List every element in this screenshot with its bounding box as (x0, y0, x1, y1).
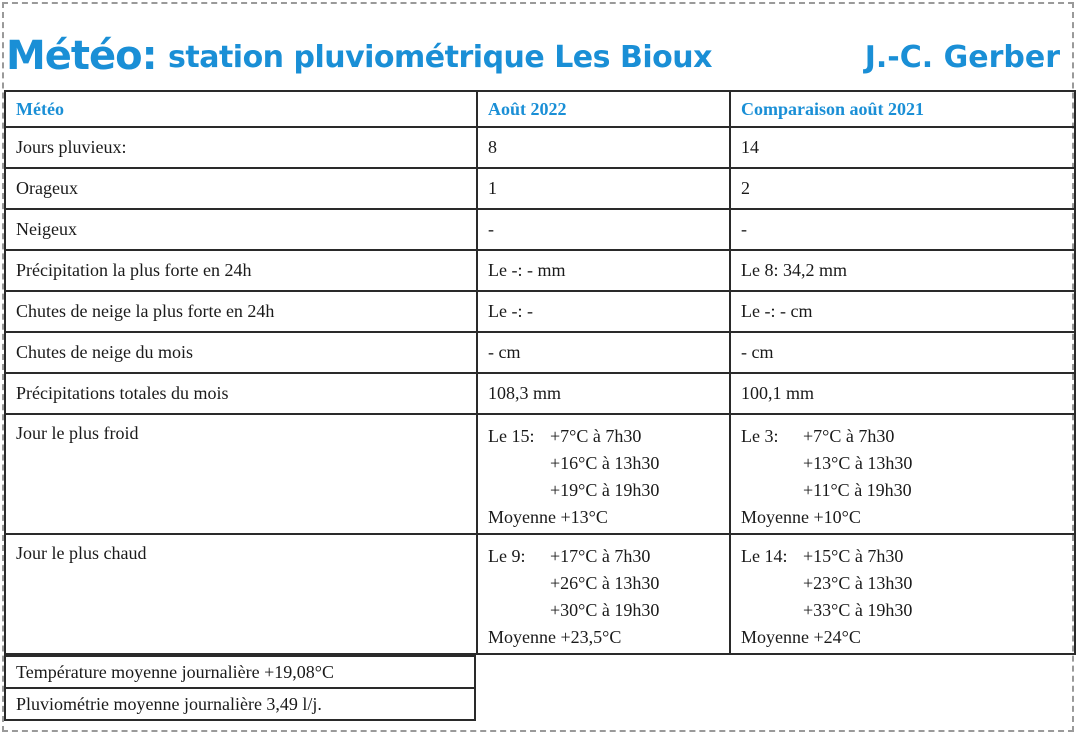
temp-reading: +33°C à 19h30 (803, 600, 913, 620)
table-row (5, 373, 1075, 414)
temp-reading: +7°C à 7h30 (550, 426, 642, 446)
value-2022: - (477, 209, 730, 250)
value-2021: 14 (730, 127, 1075, 168)
daily-average: Moyenne +23,5°C (488, 627, 622, 647)
temp-reading: +17°C à 7h30 (550, 546, 651, 566)
value-2022: 108,3 mm (477, 373, 730, 414)
row-label: Précipitations totales du mois (5, 373, 477, 414)
hottest-2021 (730, 534, 1075, 654)
row-label: Jour le plus chaud (5, 534, 477, 654)
temp-reading: +13°C à 13h30 (803, 453, 913, 473)
summary-table (4, 655, 476, 721)
temp-reading: +30°C à 19h30 (550, 600, 660, 620)
table-row (5, 127, 1075, 168)
value-2021: - cm (730, 332, 1075, 373)
temp-reading: +7°C à 7h30 (803, 426, 895, 446)
temp-reading: +15°C à 7h30 (803, 546, 904, 566)
table-header-row (5, 91, 1075, 127)
coldest-day-row (5, 414, 1075, 534)
value-2021: 100,1 mm (730, 373, 1075, 414)
day-label: Le 3: (741, 426, 779, 446)
daily-average: Moyenne +24°C (741, 627, 861, 647)
row-label: Chutes de neige du mois (5, 332, 477, 373)
row-label: Chutes de neige la plus forte en 24h (5, 291, 477, 332)
page-title: Météo: (6, 33, 157, 79)
value-2021: Le -: - cm (730, 291, 1075, 332)
coldest-2021 (730, 414, 1075, 534)
average-rainfall: Pluviométrie moyenne journalière 3,49 l/j. (5, 688, 475, 720)
day-label: Le 15: (488, 426, 535, 446)
author-name: J.-C. Gerber (864, 40, 1060, 75)
weather-table (4, 90, 1076, 655)
table-row (5, 332, 1075, 373)
temp-reading: +19°C à 19h30 (550, 480, 660, 500)
value-2022: 1 (477, 168, 730, 209)
temp-reading: +26°C à 13h30 (550, 573, 660, 593)
table-row (5, 209, 1075, 250)
table-row (5, 250, 1075, 291)
daily-average: Moyenne +13°C (488, 507, 608, 527)
hottest-2022 (477, 534, 730, 654)
value-2022: Le -: - mm (477, 250, 730, 291)
day-label: Le 14: (741, 546, 788, 566)
value-2021: 2 (730, 168, 1075, 209)
page-subtitle: station pluviométrique Les Bioux (168, 40, 712, 75)
coldest-2022 (477, 414, 730, 534)
value-2021: - (730, 209, 1075, 250)
temp-reading: +16°C à 13h30 (550, 453, 660, 473)
hottest-day-row (5, 534, 1075, 654)
row-label: Jour le plus froid (5, 414, 477, 534)
temp-reading: +23°C à 13h30 (803, 573, 913, 593)
row-label: Précipitation la plus forte en 24h (5, 250, 477, 291)
daily-average: Moyenne +10°C (741, 507, 861, 527)
average-temperature: Température moyenne journalière +19,08°C (5, 656, 475, 688)
header-2021: Comparaison août 2021 (730, 91, 1075, 127)
day-label: Le 9: (488, 546, 526, 566)
row-label: Orageux (5, 168, 477, 209)
value-2022: - cm (477, 332, 730, 373)
value-2022: 8 (477, 127, 730, 168)
value-2021: Le 8: 34,2 mm (730, 250, 1075, 291)
table-row (5, 291, 1075, 332)
row-label: Neigeux (5, 209, 477, 250)
table-row (5, 168, 1075, 209)
header-meteo: Météo (5, 91, 477, 127)
row-label: Jours pluvieux: (5, 127, 477, 168)
temp-reading: +11°C à 19h30 (803, 480, 912, 500)
value-2022: Le -: - (477, 291, 730, 332)
page-header (6, 28, 1060, 84)
header-2022: Août 2022 (477, 91, 730, 127)
